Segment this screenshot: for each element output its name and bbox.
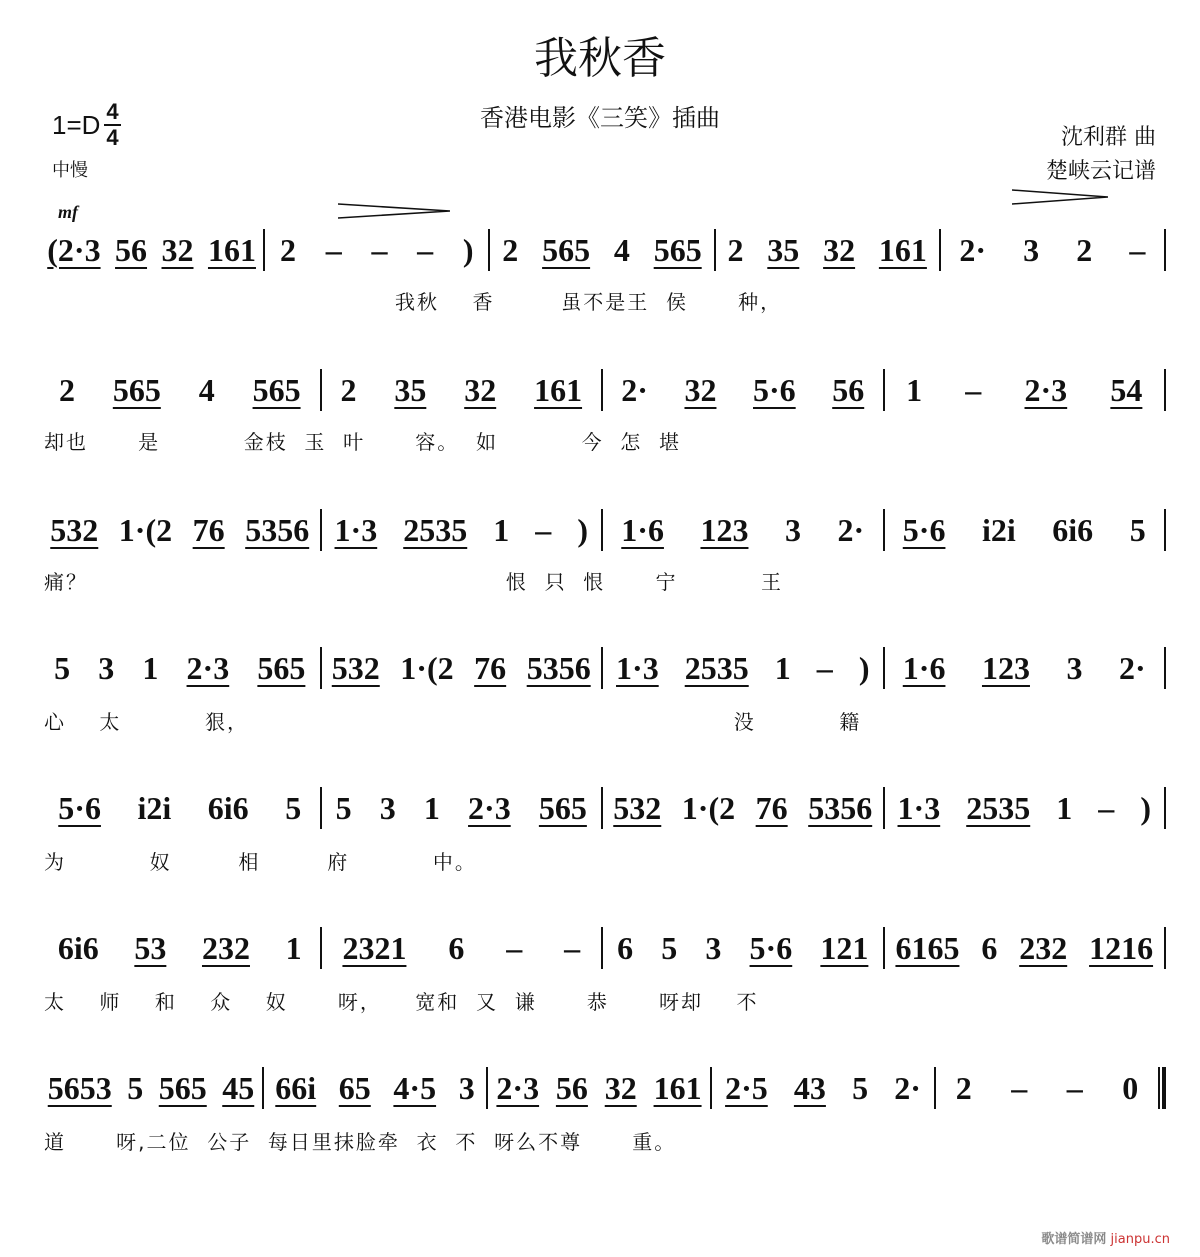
note-group: 1 <box>142 649 159 686</box>
lyrics-line: 痛？ 恨 只 恨 宁 王 <box>44 570 784 594</box>
note-group: 5356 <box>808 789 873 826</box>
note-group: 65 <box>338 1069 371 1106</box>
notation-line <box>40 508 1166 552</box>
note-group: 5 <box>335 789 352 826</box>
note-group: 1·3 <box>616 649 659 686</box>
measure <box>40 1070 262 1107</box>
time-signature-bottom: 4 <box>106 125 119 150</box>
barline <box>1164 647 1166 689</box>
note-group: 3 <box>1066 649 1083 686</box>
note-group: 5·6 <box>58 789 101 826</box>
note-group: 1 <box>493 511 510 548</box>
barline <box>1164 369 1166 411</box>
note-group: 2535 <box>966 789 1031 826</box>
song-title: 我秋香 <box>534 33 666 84</box>
note-group: 32 <box>823 231 856 268</box>
notation-line <box>40 368 1166 412</box>
measure <box>40 512 320 549</box>
note-group: 565 <box>542 231 591 268</box>
measure <box>885 790 1165 827</box>
note-group: 1216 <box>1089 929 1154 966</box>
note-group: 4 <box>613 231 630 268</box>
note-group: 5·6 <box>749 929 793 966</box>
measure <box>885 650 1165 687</box>
note-group: i2i <box>137 789 172 826</box>
note-group: 2 <box>280 231 297 268</box>
note-group: 35 <box>394 371 427 408</box>
note-group: 5 <box>127 1069 144 1106</box>
note-group: 32 <box>604 1069 637 1106</box>
note-group: 1·3 <box>897 789 941 826</box>
note-group: 2·3 <box>496 1069 540 1106</box>
measure <box>40 650 320 687</box>
note-group: 161 <box>653 1069 702 1106</box>
note-group: 161 <box>207 231 256 268</box>
note-group: – <box>371 231 388 268</box>
note-group: 1·(2 <box>400 649 454 686</box>
note-group: 1·6 <box>621 511 664 548</box>
lyrics-line: 心 太 狠， 没 籍 <box>44 710 862 734</box>
measure <box>322 790 602 827</box>
notation-line <box>40 926 1166 970</box>
note-group: 6i6 <box>207 789 249 826</box>
measure <box>603 372 883 409</box>
measure <box>603 512 883 549</box>
note-group: 565 <box>257 649 306 686</box>
measure <box>885 512 1165 549</box>
note-group: 2·3 <box>1024 371 1068 408</box>
note-group: ) <box>858 649 870 686</box>
note-group: 76 <box>474 649 507 686</box>
note-group: 565 <box>538 789 587 826</box>
measure <box>322 372 602 409</box>
measure <box>490 232 713 269</box>
key-label: 1=D <box>52 109 101 140</box>
note-group: i2i <box>981 511 1016 548</box>
note-group: 56 <box>832 371 865 408</box>
note-group: – <box>1011 1069 1028 1106</box>
note-group: 32 <box>161 231 194 268</box>
note-group: – <box>417 231 434 268</box>
notation-line <box>40 786 1166 830</box>
barline <box>1164 229 1166 271</box>
note-group: 5 <box>852 1069 869 1106</box>
note-group: 2· <box>894 1069 921 1106</box>
measure <box>40 930 320 967</box>
lyrics-line: 却也 是 金枝 玉 叶 容。 如 今 怎 堪 <box>44 430 682 454</box>
note-group: 1·(2 <box>118 511 173 548</box>
time-signature <box>104 100 120 150</box>
measure <box>885 372 1165 409</box>
measure <box>603 790 883 827</box>
measure <box>716 232 939 269</box>
note-group: 2 <box>502 231 519 268</box>
measure <box>603 930 883 967</box>
note-group: 4 <box>198 371 215 408</box>
lyrics-line: 太 师 和 众 奴 呀， 宽和 又 谦 恭 呀却 不 <box>44 990 759 1014</box>
notation-line <box>40 1066 1166 1110</box>
note-group: 123 <box>700 511 749 548</box>
dynamic-marking: mf <box>58 202 78 222</box>
decrescendo-icon <box>338 202 450 220</box>
note-group: ) <box>1140 789 1151 826</box>
measure <box>264 1070 486 1107</box>
note-group: 532 <box>613 789 662 826</box>
note-group: 565 <box>112 371 161 408</box>
measure <box>40 232 263 269</box>
note-group: 6165 <box>895 929 960 966</box>
measure <box>40 790 320 827</box>
measure <box>322 930 602 967</box>
note-group: – <box>325 231 342 268</box>
note-group: 1 <box>906 371 923 408</box>
note-group: 1 <box>774 649 791 686</box>
note-group: 2·3 <box>468 789 511 826</box>
note-group: 161 <box>534 371 583 408</box>
note-group: 2321 <box>342 929 407 966</box>
note-group: 565 <box>653 231 702 268</box>
note-group: 3 <box>379 789 396 826</box>
composer-credit: 沈利群 曲 <box>1061 125 1156 150</box>
note-group: 565 <box>158 1069 207 1106</box>
measure <box>40 372 320 409</box>
note-group: 54 <box>1110 371 1143 408</box>
note-group: 532 <box>331 649 380 686</box>
note-group: 1·(2 <box>681 789 736 826</box>
note-group: 3 <box>1023 231 1040 268</box>
notation-line <box>40 646 1166 690</box>
note-group: – <box>535 511 552 548</box>
measure <box>603 650 883 687</box>
measure <box>941 232 1164 269</box>
lyrics-line: 为 奴 相 府 中。 <box>44 850 477 874</box>
note-group: 6i6 <box>57 929 99 966</box>
note-group: 532 <box>50 511 99 548</box>
note-group: 1 <box>423 789 440 826</box>
note-group: 32 <box>684 371 717 408</box>
note-group: 3 <box>705 929 722 966</box>
note-group: 2· <box>837 511 865 548</box>
note-group: 56 <box>115 231 148 268</box>
measure <box>322 650 602 687</box>
note-group: 35 <box>767 231 800 268</box>
note-group: 0 <box>1122 1069 1139 1106</box>
measure <box>712 1070 934 1107</box>
note-group: 5·6 <box>902 511 946 548</box>
note-group: 6 <box>981 929 998 966</box>
note-group: 56 <box>555 1069 588 1106</box>
note-group: 565 <box>252 371 301 408</box>
lyrics-line: 我秋 香 虽不是王 侯 种， <box>44 290 783 314</box>
barline <box>1164 509 1166 551</box>
note-group: 232 <box>201 929 250 966</box>
lyrics-line: 道 呀,二位 公子 每日里抹脸牵 衣 不 呀么不尊 重。 <box>44 1130 677 1154</box>
note-group: 2 <box>955 1069 972 1106</box>
note-group: 4·5 <box>393 1069 437 1106</box>
note-group: 1 <box>1056 789 1073 826</box>
note-group: 121 <box>820 929 869 966</box>
measure <box>322 512 602 549</box>
note-group: 2 <box>340 371 357 408</box>
watermark-site: jianpu.cn <box>1110 1232 1170 1247</box>
decrescendo-icon <box>1012 188 1108 206</box>
note-group: 5·6 <box>753 371 796 408</box>
note-group: 45 <box>222 1069 255 1106</box>
note-group: 2· <box>959 231 987 268</box>
key-signature <box>52 100 121 150</box>
note-group: – <box>1066 1069 1083 1106</box>
note-group: 3 <box>785 511 801 548</box>
note-group: 2·5 <box>725 1069 768 1106</box>
barline <box>1164 787 1166 829</box>
note-group: 32 <box>464 371 497 408</box>
note-group: – <box>1098 789 1115 826</box>
note-group: 5 <box>54 649 71 686</box>
note-group: 1 <box>285 929 302 966</box>
note-group: ) <box>577 511 588 548</box>
note-group: – <box>965 371 982 408</box>
tempo-marking: 中慢 <box>52 160 88 181</box>
note-group: ) <box>462 231 474 268</box>
note-group: 5 <box>661 929 678 966</box>
note-group: 3 <box>458 1069 475 1106</box>
time-signature-top: 4 <box>106 99 119 124</box>
measure <box>885 930 1165 967</box>
note-group: 6 <box>617 929 634 966</box>
final-barline <box>1158 1067 1166 1109</box>
note-group: 2535 <box>403 511 468 548</box>
note-group: 5653 <box>47 1069 112 1106</box>
barline <box>1164 927 1166 969</box>
measure <box>265 232 488 269</box>
note-group: 2· <box>621 371 648 408</box>
note-group: 5 <box>1129 511 1146 548</box>
note-group: – <box>564 929 581 966</box>
note-group: 2·3 <box>186 649 230 686</box>
song-subtitle: 香港电影《三笑》插曲 <box>480 104 720 132</box>
measure <box>488 1070 710 1107</box>
note-group: – <box>506 929 523 966</box>
note-group: – <box>1129 231 1146 268</box>
measure <box>936 1070 1158 1107</box>
note-group: 1·6 <box>902 649 946 686</box>
note-group: 6i6 <box>1052 511 1094 548</box>
note-group: 5356 <box>245 511 310 548</box>
note-group: 2 <box>727 231 744 268</box>
note-group: 2 <box>1076 231 1093 268</box>
note-group: 123 <box>981 649 1030 686</box>
arranger-credit: 楚峡云记谱 <box>1045 159 1156 184</box>
note-group: 5 <box>285 789 302 826</box>
note-group: 5356 <box>526 649 591 686</box>
watermark-text: 歌谱简谱网 <box>1041 1232 1107 1247</box>
note-group: – <box>816 649 833 686</box>
note-group: 66i <box>275 1069 317 1106</box>
note-group: 76 <box>192 511 225 548</box>
note-group: 76 <box>755 789 788 826</box>
note-group: 161 <box>878 231 927 268</box>
note-group: 1·3 <box>334 511 378 548</box>
note-group: 3 <box>98 649 115 686</box>
note-group: 53 <box>134 929 167 966</box>
note-group: 2535 <box>684 649 749 686</box>
note-group: 232 <box>1019 929 1068 966</box>
note-group: 6 <box>448 929 465 966</box>
note-group: (2·3 <box>47 231 101 268</box>
note-group: 2 <box>58 371 75 408</box>
watermark <box>1041 1228 1170 1247</box>
note-group: 2· <box>1119 649 1146 686</box>
notation-line <box>40 228 1166 272</box>
note-group: 43 <box>793 1069 826 1106</box>
